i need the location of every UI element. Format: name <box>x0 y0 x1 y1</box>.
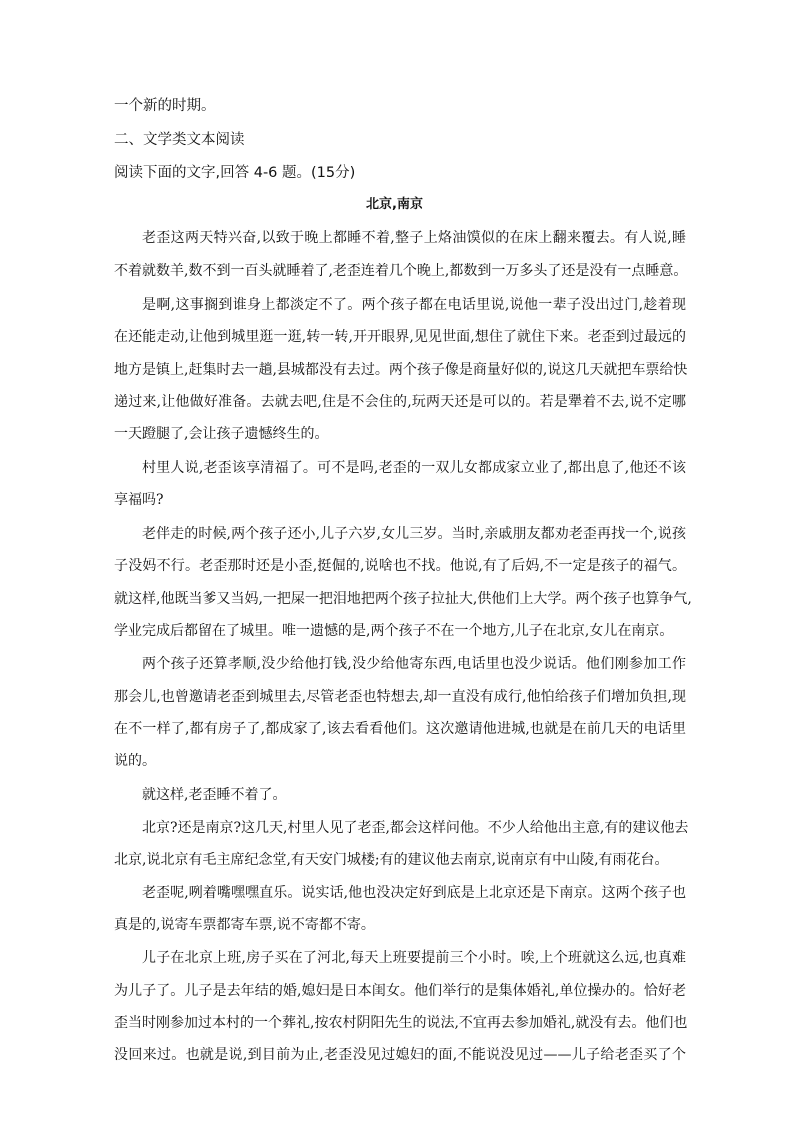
article-line: 北京,说北京有毛主席纪念堂,有天安门城楼;有的建议他去南京,说南京有中山陵,有雨花台。 <box>114 852 669 868</box>
section-heading: 二、文学类文本阅读 <box>114 132 245 148</box>
article-line: 在还能走动,让他到城里逛一逛,转一转,开开眼界,见见世面,想住了就住下来。老歪到过最远的 <box>114 329 686 345</box>
article-line: 那会儿,也曾邀请老歪到城里去,尽管老歪也特想去,却一直没有成行,他怕给孩子们增加负担,现 <box>114 689 686 705</box>
article-line: 一天蹬腿了,会让孩子遗憾终生的。 <box>114 426 329 442</box>
article-line: 是啊,这事搁到谁身上都淡定不了。两个孩子都在电话里说,说他一辈子没出过门,趁着现 <box>142 297 686 313</box>
article-line: 就这样,他既当爹又当妈,一把屎一把泪地把两个孩子拉扯大,供他们上大学。两个孩子也算争气, <box>114 591 692 607</box>
article-line: 老歪呢,咧着嘴嘿嘿直乐。说实话,他也没决定好到底是上北京还是下南京。这两个孩子也 <box>142 885 686 901</box>
article-line: 没回来过。也就是说,到目前为止,老歪没见过媳妇的面,不能说没见过——儿子给老歪买了个 <box>114 1047 686 1063</box>
article-line: 两个孩子还算孝顺,没少给他打钱,没少给他寄东西,电话里也没少说话。他们刚参加工作 <box>142 656 686 672</box>
article-line: 老伴走的时候,两个孩子还小,儿子六岁,女儿三岁。当时,亲戚朋友都劝老歪再找一个,说孩 <box>142 526 686 542</box>
article-line: 村里人说,老歪该享清福了。可不是吗,老歪的一双儿女都成家立业了,都出息了,他还不该 <box>142 460 686 476</box>
article-line: 享福吗? <box>114 492 164 508</box>
article-line: 不着就数羊,数不到一百头就睡着了,老歪连着几个晚上,都数到一万多头了还是没有一点睡意。 <box>114 263 688 279</box>
reading-instruction: 阅读下面的文字,回答 4-6 题。(15分) <box>114 165 356 181</box>
article-line: 在不一样了,都有房子了,都成家了,该去看看他们。这次邀请他进城,也就是在前几天的电话里 <box>114 721 686 737</box>
article-line: 递过来,让他做好准备。去就去吧,住是不会住的,玩两天还是可以的。若是犟着不去,说不定哪 <box>114 394 686 410</box>
previous-paragraph-end: 一个新的时期。 <box>114 98 216 114</box>
article-title: 北京,南京 <box>366 197 423 212</box>
article-line: 就这样,老歪睡不着了。 <box>142 787 287 803</box>
article-line: 学业完成后都留在了城里。唯一遗憾的是,两个孩子不在一个地方,儿子在北京,女儿在南京。 <box>114 623 674 639</box>
article-line: 儿子在北京上班,房子买在了河北,每天上班要提前三个小时。唉,上个班就这么远,也真难 <box>142 950 686 966</box>
article-line: 歪当时刚参加过本村的一个葬礼,按农村阴阳先生的说法,不宜再去参加婚礼,就没有去。他们也 <box>114 1015 688 1031</box>
article-line: 子没妈不行。老歪那时还是小歪,挺倔的,说啥也不找。他说,有了后妈,不一定是孩子的福气。 <box>114 558 686 574</box>
article-line: 老歪这两天特兴奋,以致于晚上都睡不着,整子上烙油馍似的在床上翻来覆去。有人说,睡 <box>142 230 686 246</box>
article-line: 北京?还是南京?这几天,村里人见了老歪,都会这样问他。不少人给他出主意,有的建议他去 <box>142 820 689 836</box>
article-line: 地方是镇上,赶集时去一趟,县城都没有去过。两个孩子像是商量好似的,说这几天就把车票给快 <box>114 362 688 378</box>
article-line: 为儿子了。儿子是去年结的婚,媳妇是日本闺女。他们举行的是集体婚礼,单位操办的。恰好老 <box>114 983 686 999</box>
article-line: 说的。 <box>114 753 156 769</box>
article-line: 真是的,说寄车票都寄车票,说不寄都不寄。 <box>114 917 375 933</box>
